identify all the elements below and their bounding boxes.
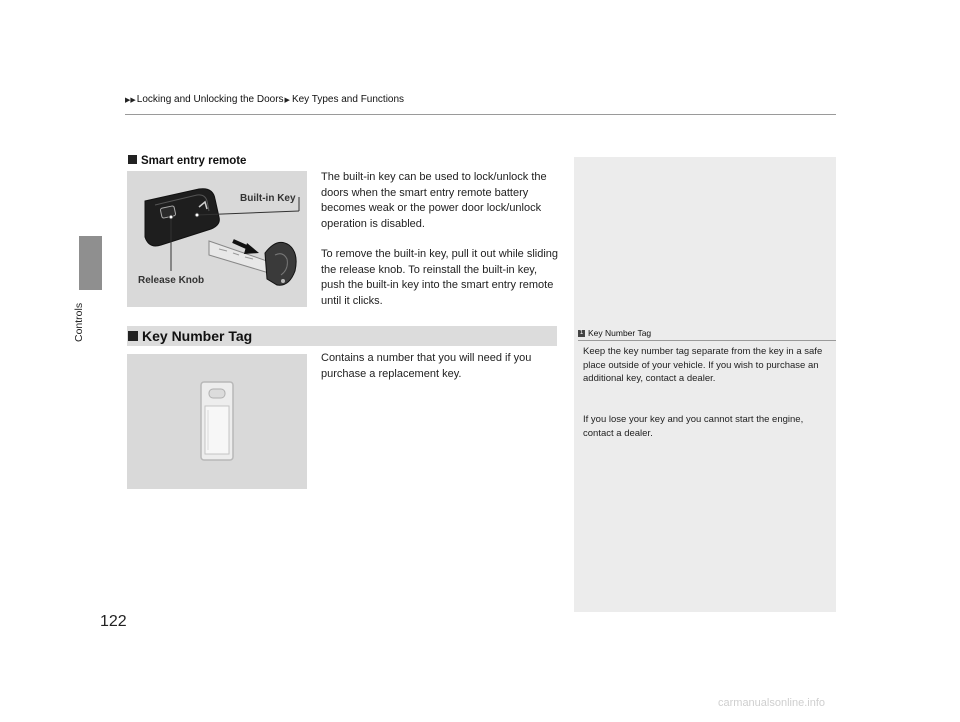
built-in-key-description: The built-in key can be used to lock/unlock the doors when the smart entry remote battery becomes weak or the power door lock/unlock operation is disabled. — [321, 171, 547, 230]
chapter-label: Controls — [73, 302, 85, 342]
note-divider — [578, 340, 836, 341]
smart-entry-heading-text: Smart entry remote — [141, 155, 247, 167]
note-title-text: Key Number Tag — [588, 328, 652, 338]
key-number-tag-illustration — [127, 354, 307, 489]
note-title — [578, 328, 651, 338]
key-number-tag-heading — [127, 327, 252, 345]
breadcrumb — [125, 94, 404, 105]
smart-entry-heading — [128, 155, 246, 167]
built-in-key-instructions: To remove the built-in key, pull it out while sliding the release knob. To reinstall the built-in key, push the built-in key into the smart entry remote until it clicks. — [321, 248, 559, 307]
key-number-tag-drawing — [127, 354, 307, 489]
square-bullet-icon — [128, 155, 137, 164]
breadcrumb-item-doors: Locking and Unlocking the Doors — [136, 94, 284, 105]
note-paragraph-storage: Keep the key number tag separate from the key in a safe place outside of your vehicle. If you wish to purchase an additional key, contact a dealer. — [583, 346, 823, 384]
reference-marker-icon: 1 — [579, 329, 584, 336]
breadcrumb-item-key-types: Key Types and Functions — [291, 94, 405, 105]
watermark: carmanualsonline.info — [718, 697, 826, 709]
smart-entry-remote-illustration — [127, 171, 307, 307]
header-divider — [125, 114, 836, 115]
breadcrumb-arrow-icon: ▶ — [284, 96, 290, 104]
key-number-tag-description: Contains a number that you will need if you purchase a replacement key. — [321, 352, 532, 380]
page-number: 122 — [100, 613, 127, 630]
key-number-tag-heading-text: Key Number Tag — [142, 328, 253, 344]
note-paragraph-lost-key: If you lose your key and you cannot start the engine, contact a dealer. — [583, 414, 804, 439]
chapter-tab — [79, 236, 102, 290]
built-in-key-callout: Built-in Key — [240, 193, 296, 204]
square-bullet-icon — [128, 331, 138, 341]
release-knob-callout: Release Knob — [138, 275, 205, 286]
smart-entry-remote-drawing — [127, 171, 307, 307]
breadcrumb-arrow-icon: ▶▶ — [125, 96, 136, 104]
